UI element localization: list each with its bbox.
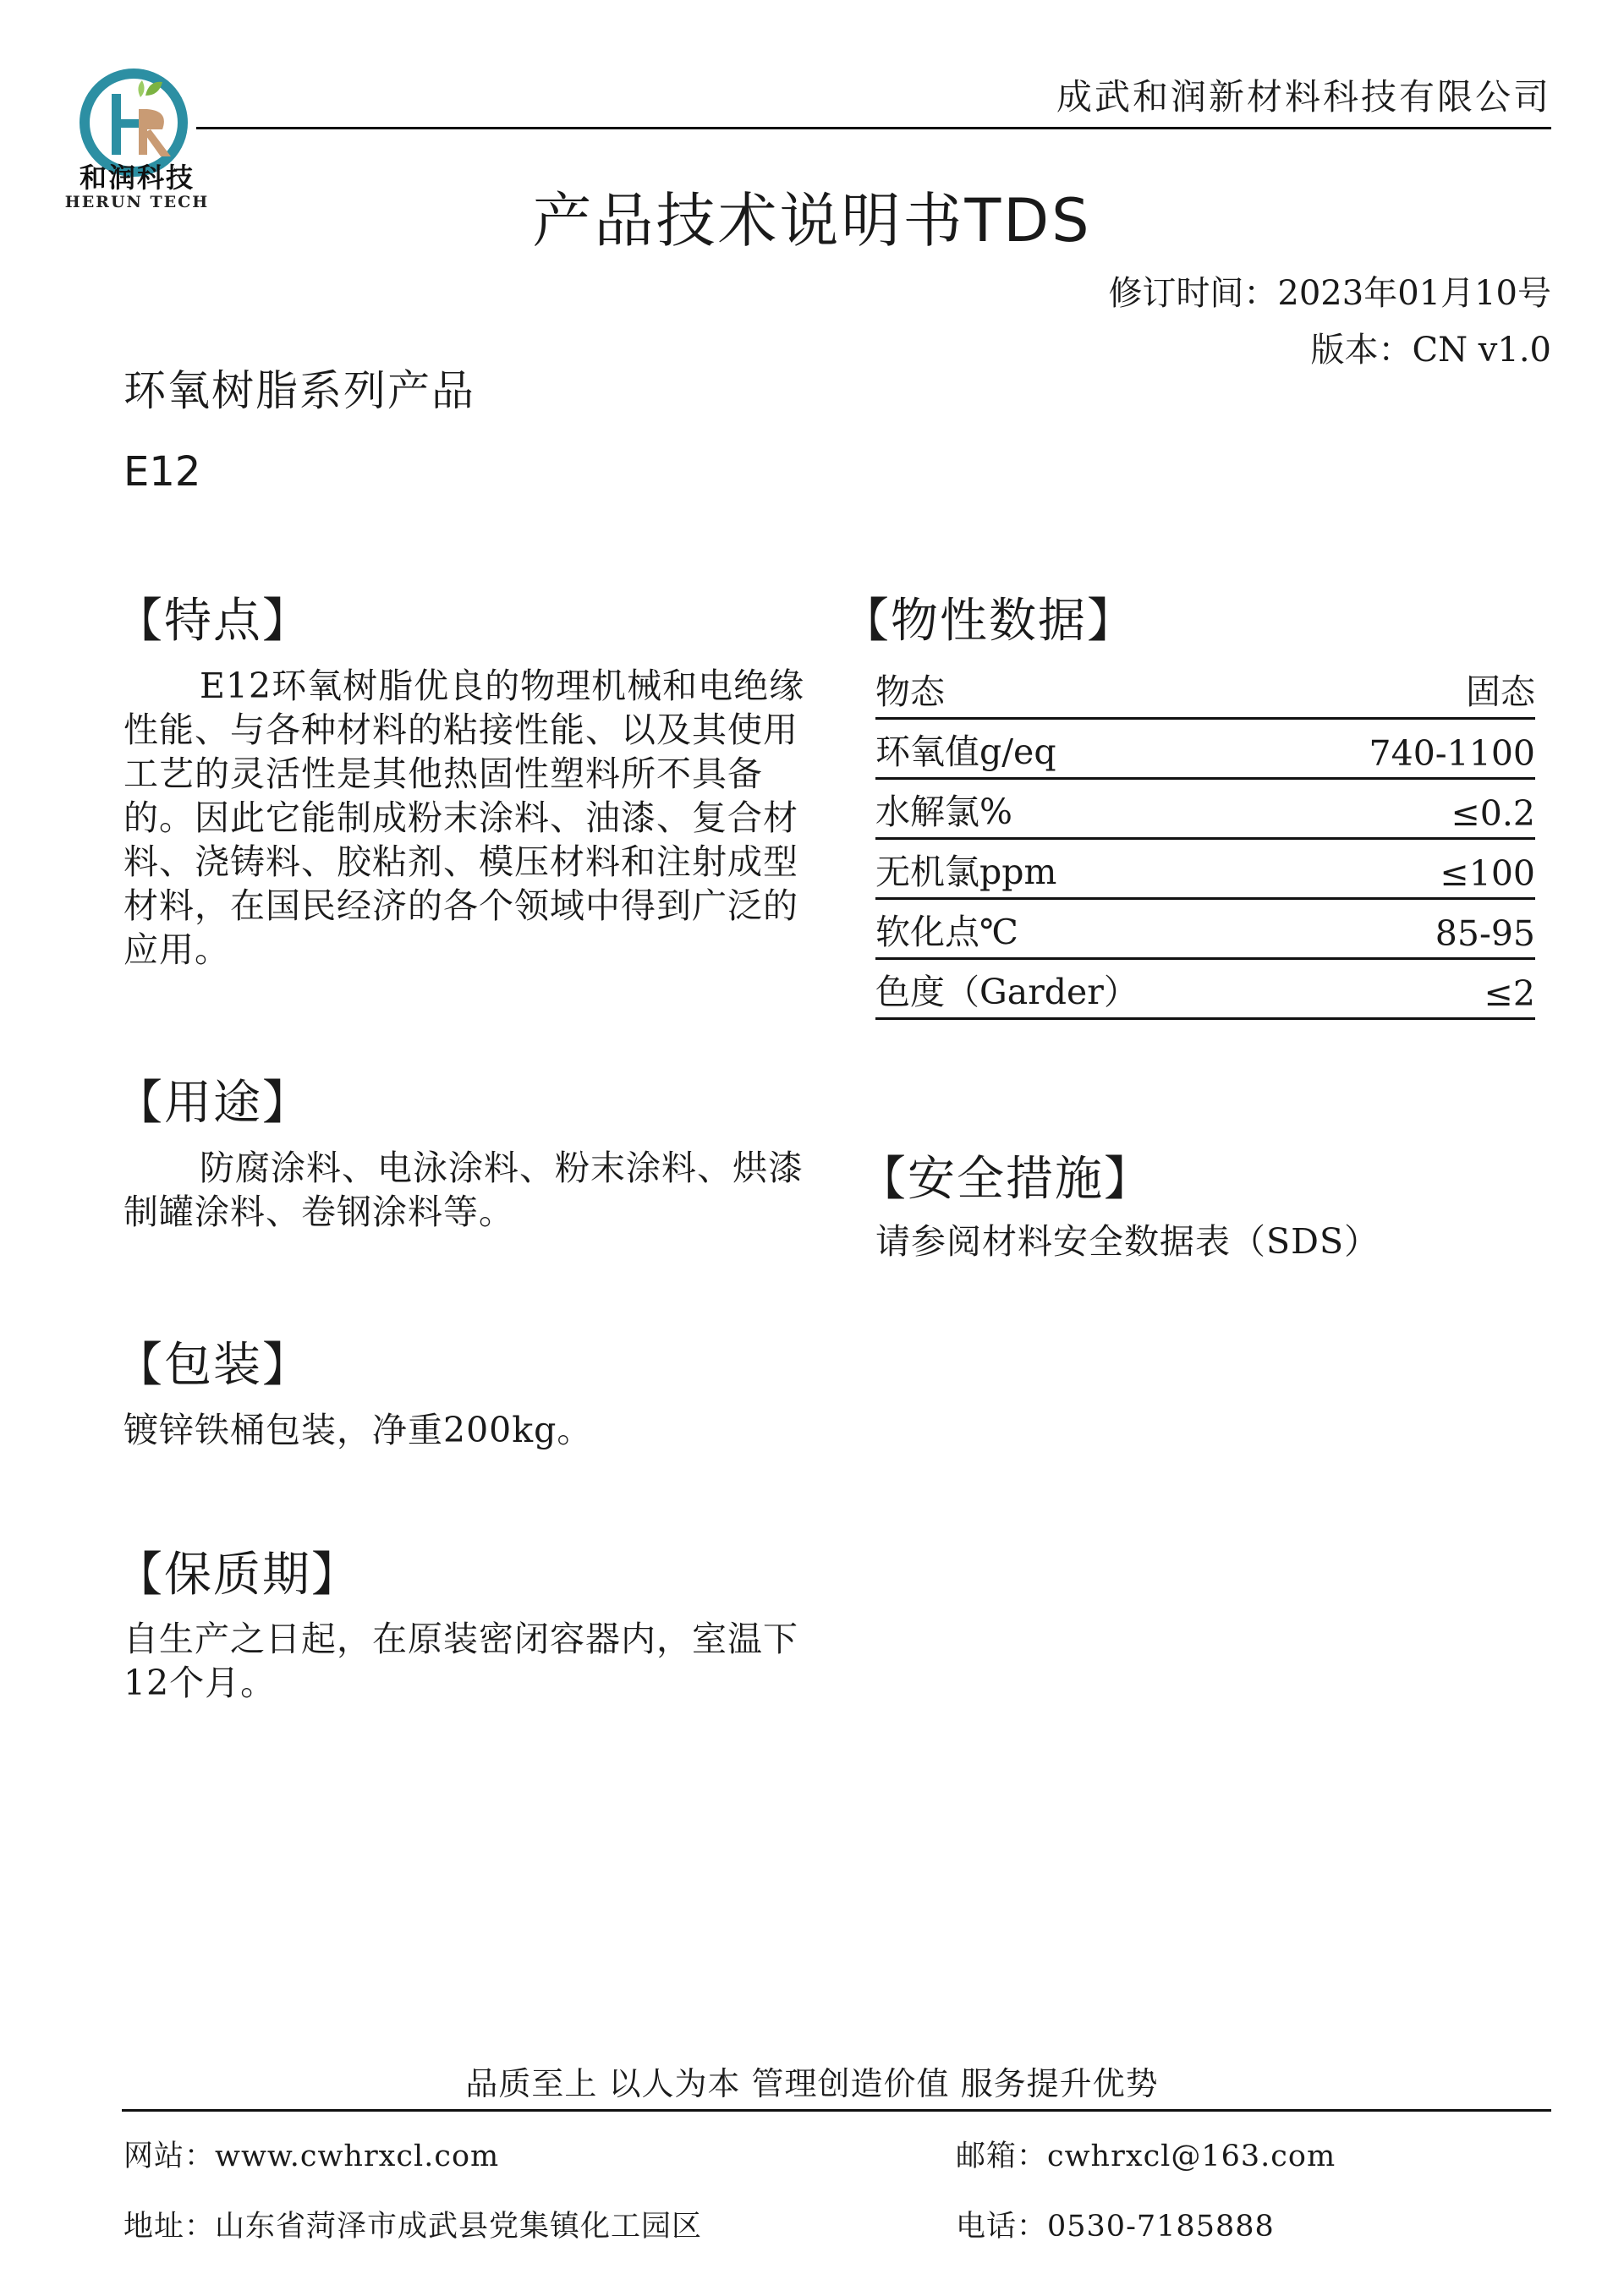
product-series: 环氧树脂系列产品 [123, 366, 475, 415]
leaf-icon [145, 82, 162, 96]
shelf-life-text: 自生产之日起，在原装密闭容器内，室温下12个月。 [123, 1619, 798, 1703]
property-label: 物态 [875, 660, 1280, 719]
property-label: 色度（Garder） [875, 959, 1280, 1019]
footer-website: 网站：www.cwhrxcl.com [123, 2140, 500, 2173]
property-value: ≤0.2 [1280, 779, 1535, 839]
shelf-life-heading: 【保质期】 [115, 1548, 360, 1603]
safety-heading: 【安全措施】 [859, 1152, 1153, 1207]
properties-heading: 【物性数据】 [842, 594, 1136, 649]
footer-address: 地址：山东省菏泽市成武县党集镇化工园区 [123, 2210, 703, 2244]
header-divider [196, 127, 1551, 129]
property-label: 无机氯ppm [875, 839, 1280, 899]
leaf-icon-small [138, 80, 144, 97]
property-value: ≤100 [1280, 839, 1535, 899]
usage-text: 防腐涂料、电泳涂料、粉末涂料、烘漆制罐涂料、卷钢涂料等。 [123, 1148, 804, 1232]
document-title: 产品技术说明书TDS [532, 186, 1092, 255]
packaging-heading: 【包装】 [115, 1338, 311, 1393]
property-value: ≤2 [1280, 959, 1535, 1019]
property-label: 水解氯% [875, 779, 1280, 839]
table-row [875, 899, 1535, 959]
logo-name: 和润科技 [79, 162, 195, 194]
footer-email: 邮箱：cwhrxcl@163.com [956, 2140, 1336, 2173]
logo-letter-r-leg [144, 129, 171, 156]
table-row [875, 959, 1535, 1019]
safety-text: 请参阅材料安全数据表（SDS） [875, 1221, 1380, 1262]
table-row [875, 779, 1535, 839]
product-model: E12 [123, 448, 201, 496]
property-label: 环氧值g/eq [875, 719, 1280, 779]
usage-heading: 【用途】 [115, 1076, 311, 1131]
table-row [875, 839, 1535, 899]
footer-slogan: 品质至上 以人为本 管理创造价值 服务提升优势 [465, 2065, 1159, 2102]
footer-phone: 电话：0530-7185888 [956, 2210, 1275, 2244]
logo-letter-r-bowl [147, 109, 164, 129]
property-value: 740-1100 [1280, 719, 1535, 779]
properties-table [875, 660, 1535, 1020]
features-text: E12环氧树脂优良的物理机械和电绝缘性能、与各种材料的粘接性能、以及其使用工艺的灵活性是其他热固性塑料所不具备的。因此它能制成粉末涂料、油漆、复合材料、浇铸料、胶粘剂、模压材料和注射成型材料，在国民经济的各个领域中得到广泛的应用。 [123, 666, 805, 970]
table-row [875, 719, 1535, 779]
table-row [875, 660, 1535, 719]
packaging-text: 镀锌铁桶包装，净重200kg。 [123, 1410, 593, 1450]
features-heading: 【特点】 [115, 594, 311, 649]
revision-date: 修订时间：2023年01月10号 [1108, 274, 1551, 313]
property-value: 固态 [1280, 660, 1535, 719]
property-value: 85-95 [1280, 899, 1535, 959]
footer-divider [122, 2109, 1551, 2112]
version-label: 版本：CN v1.0 [1310, 331, 1551, 370]
property-label: 软化点℃ [875, 899, 1280, 959]
company-name: 成武和润新材料科技有限公司 [1056, 76, 1551, 118]
logo-subname: HERUN TECH [64, 193, 210, 211]
